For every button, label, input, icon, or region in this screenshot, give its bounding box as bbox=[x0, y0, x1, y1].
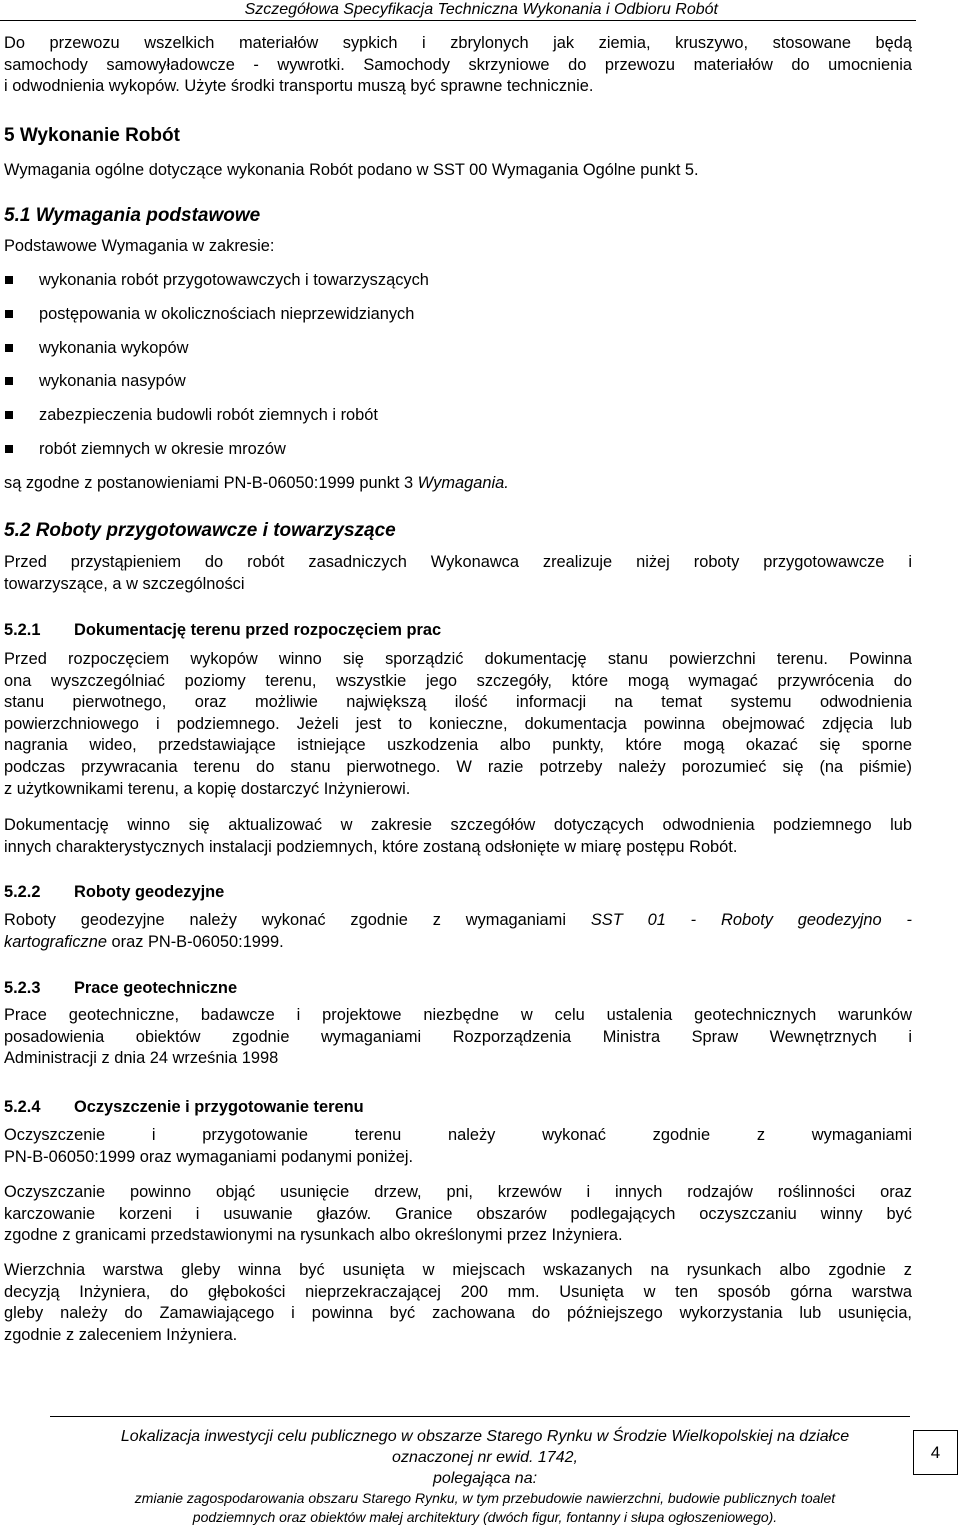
paragraph-line: decyzją Inżyniera, do głębokości nieprzekraczającej 200 mm. Usunięta w ten sposób górna warstwa bbox=[4, 1282, 912, 1301]
paragraph-line: Wierzchnia warstwa gleby winna być usunięta w miejscach wskazanych na rysunkach albo zgodnie z bbox=[4, 1261, 912, 1279]
section-5-1-heading: 5.1 Wymagania podstawowe bbox=[4, 205, 261, 226]
heading-title: Prace geotechniczne bbox=[74, 979, 238, 997]
square-bullet-icon bbox=[5, 377, 13, 385]
heading-number: 5.2.2 bbox=[4, 883, 41, 901]
section-5-2-3-paragraph bbox=[4, 1005, 912, 1070]
heading-title: Dokumentację terenu przed rozpoczęciem prac bbox=[74, 621, 442, 639]
paragraph-line: powierzchniowego i podziemnego. Jeżeli jest to konieczne, dokumentacja powinna obejmować zdjęcia lub bbox=[4, 714, 912, 733]
bullet-text: robót ziemnych w okresie mrozów bbox=[39, 440, 286, 458]
footer-rule bbox=[50, 1416, 910, 1417]
paragraph-line: podczas przywracania terenu do stanu pierwotnego. W razie potrzeby należy porozumieć się (na piśmie) bbox=[4, 757, 912, 776]
paragraph-line: ona wyszczególniać poziomy terenu, wszystkie jego szczegóły, które mogą wymagać przywrócenia do bbox=[4, 671, 912, 690]
bullet-text: postępowania w okolicznościach nieprzewidzianych bbox=[39, 305, 415, 323]
paragraph-line: Przed przystąpieniem do robót zasadniczych Wykonawca zrealizuje niżej roboty przygotowawcze i bbox=[4, 553, 912, 571]
square-bullet-icon bbox=[5, 344, 13, 352]
footer-text bbox=[70, 1426, 900, 1527]
section-5-2-1-paragraph-1 bbox=[4, 649, 912, 800]
footer-line: podziemnych oraz obiektów małej architektury (dwóch figur, fontanny i słupa ogłoszeniowego). bbox=[192, 1509, 778, 1525]
bullet-text: zabezpieczenia budowli robót ziemnych i robót bbox=[39, 406, 378, 424]
heading-number: 5.2.1 bbox=[4, 621, 41, 639]
section-5-text: Wymagania ogólne dotyczące wykonania Robót podano w SST 00 Wymagania Ogólne punkt 5. bbox=[4, 161, 699, 179]
paragraph-line: Dokumentację winno się aktualizować w zakresie szczegółów dotyczących odwodnienia podziemnego lub bbox=[4, 816, 912, 834]
section-5-2-1-paragraph-2 bbox=[4, 815, 912, 858]
paragraph-line: Oczyszczenie i przygotowanie terenu należy wykonać zgodnie z wymaganiami bbox=[4, 1126, 912, 1144]
heading-number: 5.2.4 bbox=[4, 1098, 41, 1116]
paragraph-line: innych charakterystycznych instalacji podziemnych, które zostaną odsłonięte w miarę postępu Robót. bbox=[4, 837, 738, 856]
paragraph-line: PN-B-06050:1999 oraz wymaganiami podanymi poniżej. bbox=[4, 1147, 414, 1166]
section-5-2-heading: 5.2 Roboty przygotowawcze i towarzyszące bbox=[4, 520, 396, 541]
square-bullet-icon bbox=[5, 411, 13, 419]
footer-line: zmianie zagospodarowania obszaru Starego Rynku, w tym przebudowie nawierzchni, budowie publicznych toalet bbox=[134, 1490, 836, 1506]
section-5-2-1-heading bbox=[4, 620, 441, 642]
closing-text: są zgodne z postanowieniami PN-B-06050:1999 punkt 3 bbox=[4, 474, 418, 492]
bullet-text: wykonania wykopów bbox=[39, 339, 189, 357]
paragraph-line: Oczyszczanie powinno objąć usunięcie drzew, pni, krzewów i innych rodzajów roślinności oraz bbox=[4, 1183, 912, 1201]
text-run: oraz PN-B-06050:1999. bbox=[106, 932, 284, 951]
paragraph-line bbox=[4, 910, 912, 932]
section-5-2-2-paragraph bbox=[4, 910, 912, 953]
square-bullet-icon bbox=[5, 445, 13, 453]
section-5-2-paragraph bbox=[4, 552, 912, 595]
text-run-italic: kartograficzne bbox=[4, 932, 107, 951]
section-5-2-4-paragraph-2 bbox=[4, 1182, 912, 1247]
paragraph-line: zgodne z granicami przedstawionymi na rysunkach albo określonymi przez Inżyniera. bbox=[4, 1226, 623, 1245]
heading-title: Oczyszczenie i przygotowanie terenu bbox=[74, 1098, 364, 1116]
page-header bbox=[0, 0, 960, 20]
section-5-2-4-paragraph-3 bbox=[4, 1260, 912, 1346]
section-5-heading: 5 Wykonanie Robót bbox=[4, 125, 180, 146]
text-run-italic: SST 01 - Roboty geodezyjno - bbox=[590, 911, 912, 929]
section-5-2-4-heading bbox=[4, 1097, 364, 1119]
square-bullet-icon bbox=[5, 276, 13, 284]
section-5-1-closing bbox=[4, 473, 912, 495]
paragraph-line: stanu pierwotnego, oraz możliwie największą ilość informacji na temat systemu odwodnienia bbox=[4, 693, 912, 712]
intro-line: samochody samowyładowcze - wywrotki. Samochody skrzyniowe do przewozu materiałów do umocnienia bbox=[4, 55, 912, 74]
paragraph-line: posadowienia obiektów zgodnie wymaganiami Rozporządzenia Ministra Spraw Wewnętrznych i bbox=[4, 1027, 912, 1046]
footer-line: Lokalizacja inwestycji celu publicznego w obszarze Starego Rynku w Środzie Wielkopolskiej na działce bbox=[120, 1428, 850, 1445]
page-number: 4 bbox=[913, 1430, 958, 1475]
paragraph-line: Administracji z dnia 24 września 1998 bbox=[4, 1049, 279, 1068]
paragraph-line: karczowanie korzeni i usuwanie głazów. Granice obszarów podlegających oczyszczaniu winny być bbox=[4, 1204, 912, 1223]
paragraph-line: z użytkownikami terenu, a kopię dostarczyć Inżynierowi. bbox=[4, 779, 411, 798]
paragraph-line: Prace geotechniczne, badawcze i projektowe niezbędne w celu ustalenia geotechnicznych warunków bbox=[4, 1006, 912, 1024]
intro-line: Do przewozu wszelkich materiałów sypkich i zbrylonych jak ziemia, kruszywo, stosowane będą bbox=[4, 34, 912, 52]
square-bullet-icon bbox=[5, 310, 13, 318]
footer-line: oznaczonej nr ewid. 1742, bbox=[392, 1449, 578, 1466]
heading-title: Roboty geodezyjne bbox=[74, 883, 225, 901]
paragraph-line: towarzyszące, a w szczególności bbox=[4, 574, 245, 593]
footer-line: polegająca na: bbox=[432, 1470, 538, 1487]
bullet-text: wykonania robót przygotowawczych i towarzyszących bbox=[39, 271, 429, 289]
header-title: Szczegółowa Specyfikacja Techniczna Wykonania i Odbioru Robót bbox=[244, 1, 718, 18]
paragraph-line: gleby należy do Zamawiającego i powinna być zachowana do późniejszego wykorzystania lub usunięcia, bbox=[4, 1304, 912, 1323]
section-5-2-2-heading bbox=[4, 882, 224, 904]
section-5-2-4-paragraph-1 bbox=[4, 1125, 912, 1168]
page-footer bbox=[0, 1416, 960, 1525]
heading-number: 5.2.3 bbox=[4, 979, 41, 997]
paragraph-line: zgodnie z zaleceniem Inżyniera. bbox=[4, 1325, 238, 1344]
paragraph-line bbox=[4, 932, 912, 954]
section-5-2-3-heading bbox=[4, 978, 237, 1000]
header-rule bbox=[0, 20, 916, 21]
text-run: Roboty geodezyjne należy wykonać zgodnie z wymaganiami bbox=[4, 911, 591, 929]
closing-italic: Wymagania. bbox=[417, 474, 509, 492]
section-5-1-lead: Podstawowe Wymagania w zakresie: bbox=[4, 237, 275, 255]
paragraph-line: Przed rozpoczęciem wykopów winno się sporządzić dokumentację stanu powierzchni terenu. Powinna bbox=[4, 650, 912, 668]
bullet-text: wykonania nasypów bbox=[39, 372, 186, 390]
intro-line: i odwodnienia wykopów. Użyte środki transportu muszą być sprawne technicznie. bbox=[4, 77, 594, 96]
intro-paragraph bbox=[4, 33, 912, 98]
paragraph-line: nagrania wideo, przedstawiające istniejące uszkodzenia albo punkty, które mogą okazać się sporne bbox=[4, 736, 912, 755]
